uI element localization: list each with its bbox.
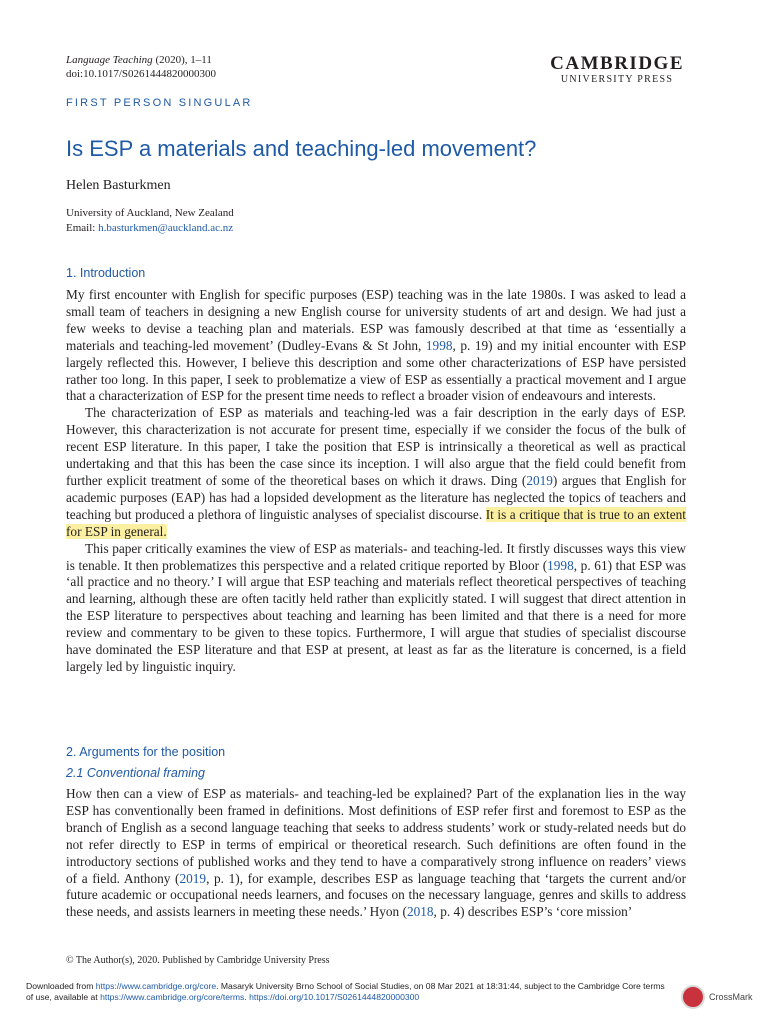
author-name: Helen Basturkmen	[66, 178, 171, 193]
highlighted-text: It is a critique that is true to an extent for ESP in general.	[66, 506, 686, 539]
section-label: FIRST PERSON SINGULAR	[66, 97, 253, 109]
paragraph-4	[66, 786, 686, 921]
affiliation-block	[66, 206, 234, 236]
crossmark-icon	[681, 985, 705, 1009]
crossmark-label: CrossMark	[709, 992, 753, 1002]
paragraph-1	[66, 287, 686, 405]
citation-link[interactable]: 2019	[179, 870, 207, 886]
footer-link-core[interactable]: https://www.cambridge.org/core	[95, 981, 217, 991]
body-text-section-2	[66, 786, 686, 921]
body-text-section-1	[66, 287, 686, 676]
citation-link[interactable]: 1998	[425, 337, 453, 353]
footer-link-terms[interactable]: https://www.cambridge.org/core/terms	[100, 992, 245, 1002]
article-title: Is ESP a materials and teaching-led movement?	[66, 136, 537, 161]
heading-arguments: 2. Arguments for the position	[66, 745, 226, 759]
text-run: , p. 4) describes ESP’s ‘core mission’	[433, 904, 633, 920]
paragraph-2	[66, 405, 686, 540]
footer-text: . Masaryk University Brno School of Social Studies, on 08 Mar 2021 at 18:31:44, subject to the Cambridge Core terms of use, available at	[26, 981, 665, 1002]
text-run: The characterization of ESP as materials and teaching-led was a fair description in the early days of ESP. However, this characterization is not accurate for present time, especially if we consider the focus of the bulk of recent ESP literature. In this paper, I take the position that ESP is intrinsically a theoretical as well as practical undertaking and that this has been the case since its inception. I will also argue that the field could benefit from further explicit treatment of some of the theoretical bases on which it draws. Ding (	[66, 405, 686, 488]
citation-link[interactable]: 2019	[526, 472, 553, 488]
journal-year-pages: (2020), 1–11	[152, 54, 212, 66]
paragraph-3	[66, 541, 686, 676]
heading-conventional-framing: 2.1 Conventional framing	[66, 766, 205, 780]
text-run: , p. 1), for example, describes ESP as language teaching that ‘targets the current and/or future academic or occupational needs learners, and focuses on the necessary language, genres and skills to address these needs, and assists learners in meeting these needs.’ Hyon (	[66, 870, 687, 920]
affiliation: University of Auckland, New Zealand	[66, 207, 234, 219]
email-link[interactable]: h.basturkmen@auckland.ac.nz	[98, 222, 234, 234]
copyright-notice: © The Author(s), 2020. Published by Cambridge University Press	[66, 955, 330, 966]
footer-link-doi[interactable]: https://doi.org/10.1017/S0261444820000300	[249, 992, 420, 1002]
text-run: , p. 61) that ESP was ‘all practice and no theory.’ I will argue that ESP teaching and materials reflect theoretical perspectives of teaching and learning, although these are often tacitly held rather than explicitly stated. I will suggest that direct attention in the ESP literature to perspectives about teaching and learning has been limited and that there is a need for more review and commentary to be given to these topics. Furthermore, I will argue that studies of specialist discourse have dominated the ESP literature and that ESP at present, at least as far as the literature is concerned, is a field largely led by linguistic inquiry.	[66, 557, 686, 674]
publisher-logo	[550, 54, 684, 85]
footer-text: Downloaded from	[26, 981, 96, 991]
text-run: This paper critically examines the view of ESP as materials- and teaching-led. It firstly discusses ways this view is tenable. It then problematizes this perspective and a related critique reported by Bloor (	[66, 540, 686, 573]
heading-introduction: 1. Introduction	[66, 266, 146, 280]
citation-link[interactable]: 1998	[547, 557, 574, 573]
footer-text: .	[244, 992, 250, 1002]
journal-name: Language Teaching	[66, 54, 153, 66]
crossmark-badge[interactable]	[681, 985, 768, 1015]
download-footer	[26, 981, 666, 1003]
journal-citation	[66, 53, 216, 81]
publisher-name: CAMBRIDGE	[550, 53, 684, 74]
citation-link[interactable]: 2018	[406, 904, 434, 920]
text-run: My first encounter with English for specific purposes (ESP) teaching was in the late 1980s. I was asked to lead a small team of teachers in designing a new English course for university students of art and design. We had just a few weeks to devise a teaching plan and materials. ESP was famously described at that time as ‘essentially a materials and teaching-led movement’ (Dudley-Evans & St John,	[66, 287, 686, 353]
publisher-subname: UNIVERSITY PRESS	[560, 74, 674, 85]
doi-text: doi:10.1017/S0261444820000300	[66, 68, 217, 80]
text-run: How then can a view of ESP as materials- and teaching-led be explained? Part of the explanation lies in the way ESP has conventionally been framed in definitions. Most definitions of ESP refer first and foremost to ESP as the branch of English as a second language teaching that seeks to address students’ work or study-related needs but do not refer directly to ESP in terms of empirical or theoretical research. Such definitions are often found in the introductory sections of published works and they tend to have a comparatively strong influence on readers’ views of a field. Anthony (	[66, 786, 686, 886]
text-run: ) argues that English for academic purposes (EAP) has had a lopsided development as the literature has neglected the topics of teachers and teaching but produced a plethora of linguistic analyses of specialist discourse.	[66, 472, 686, 522]
email-label: Email:	[66, 222, 99, 234]
text-run: , p. 19) and my initial encounter with ESP largely reflected this. However, I believe this description and some other characterizations of ESP have persisted rather too long. In this paper, I seek to problematize a view of ESP as essentially a practical movement and I argue that a characterization of ESP for the present time needs to reflect a broader vision of endeavours and interests.	[66, 337, 686, 404]
